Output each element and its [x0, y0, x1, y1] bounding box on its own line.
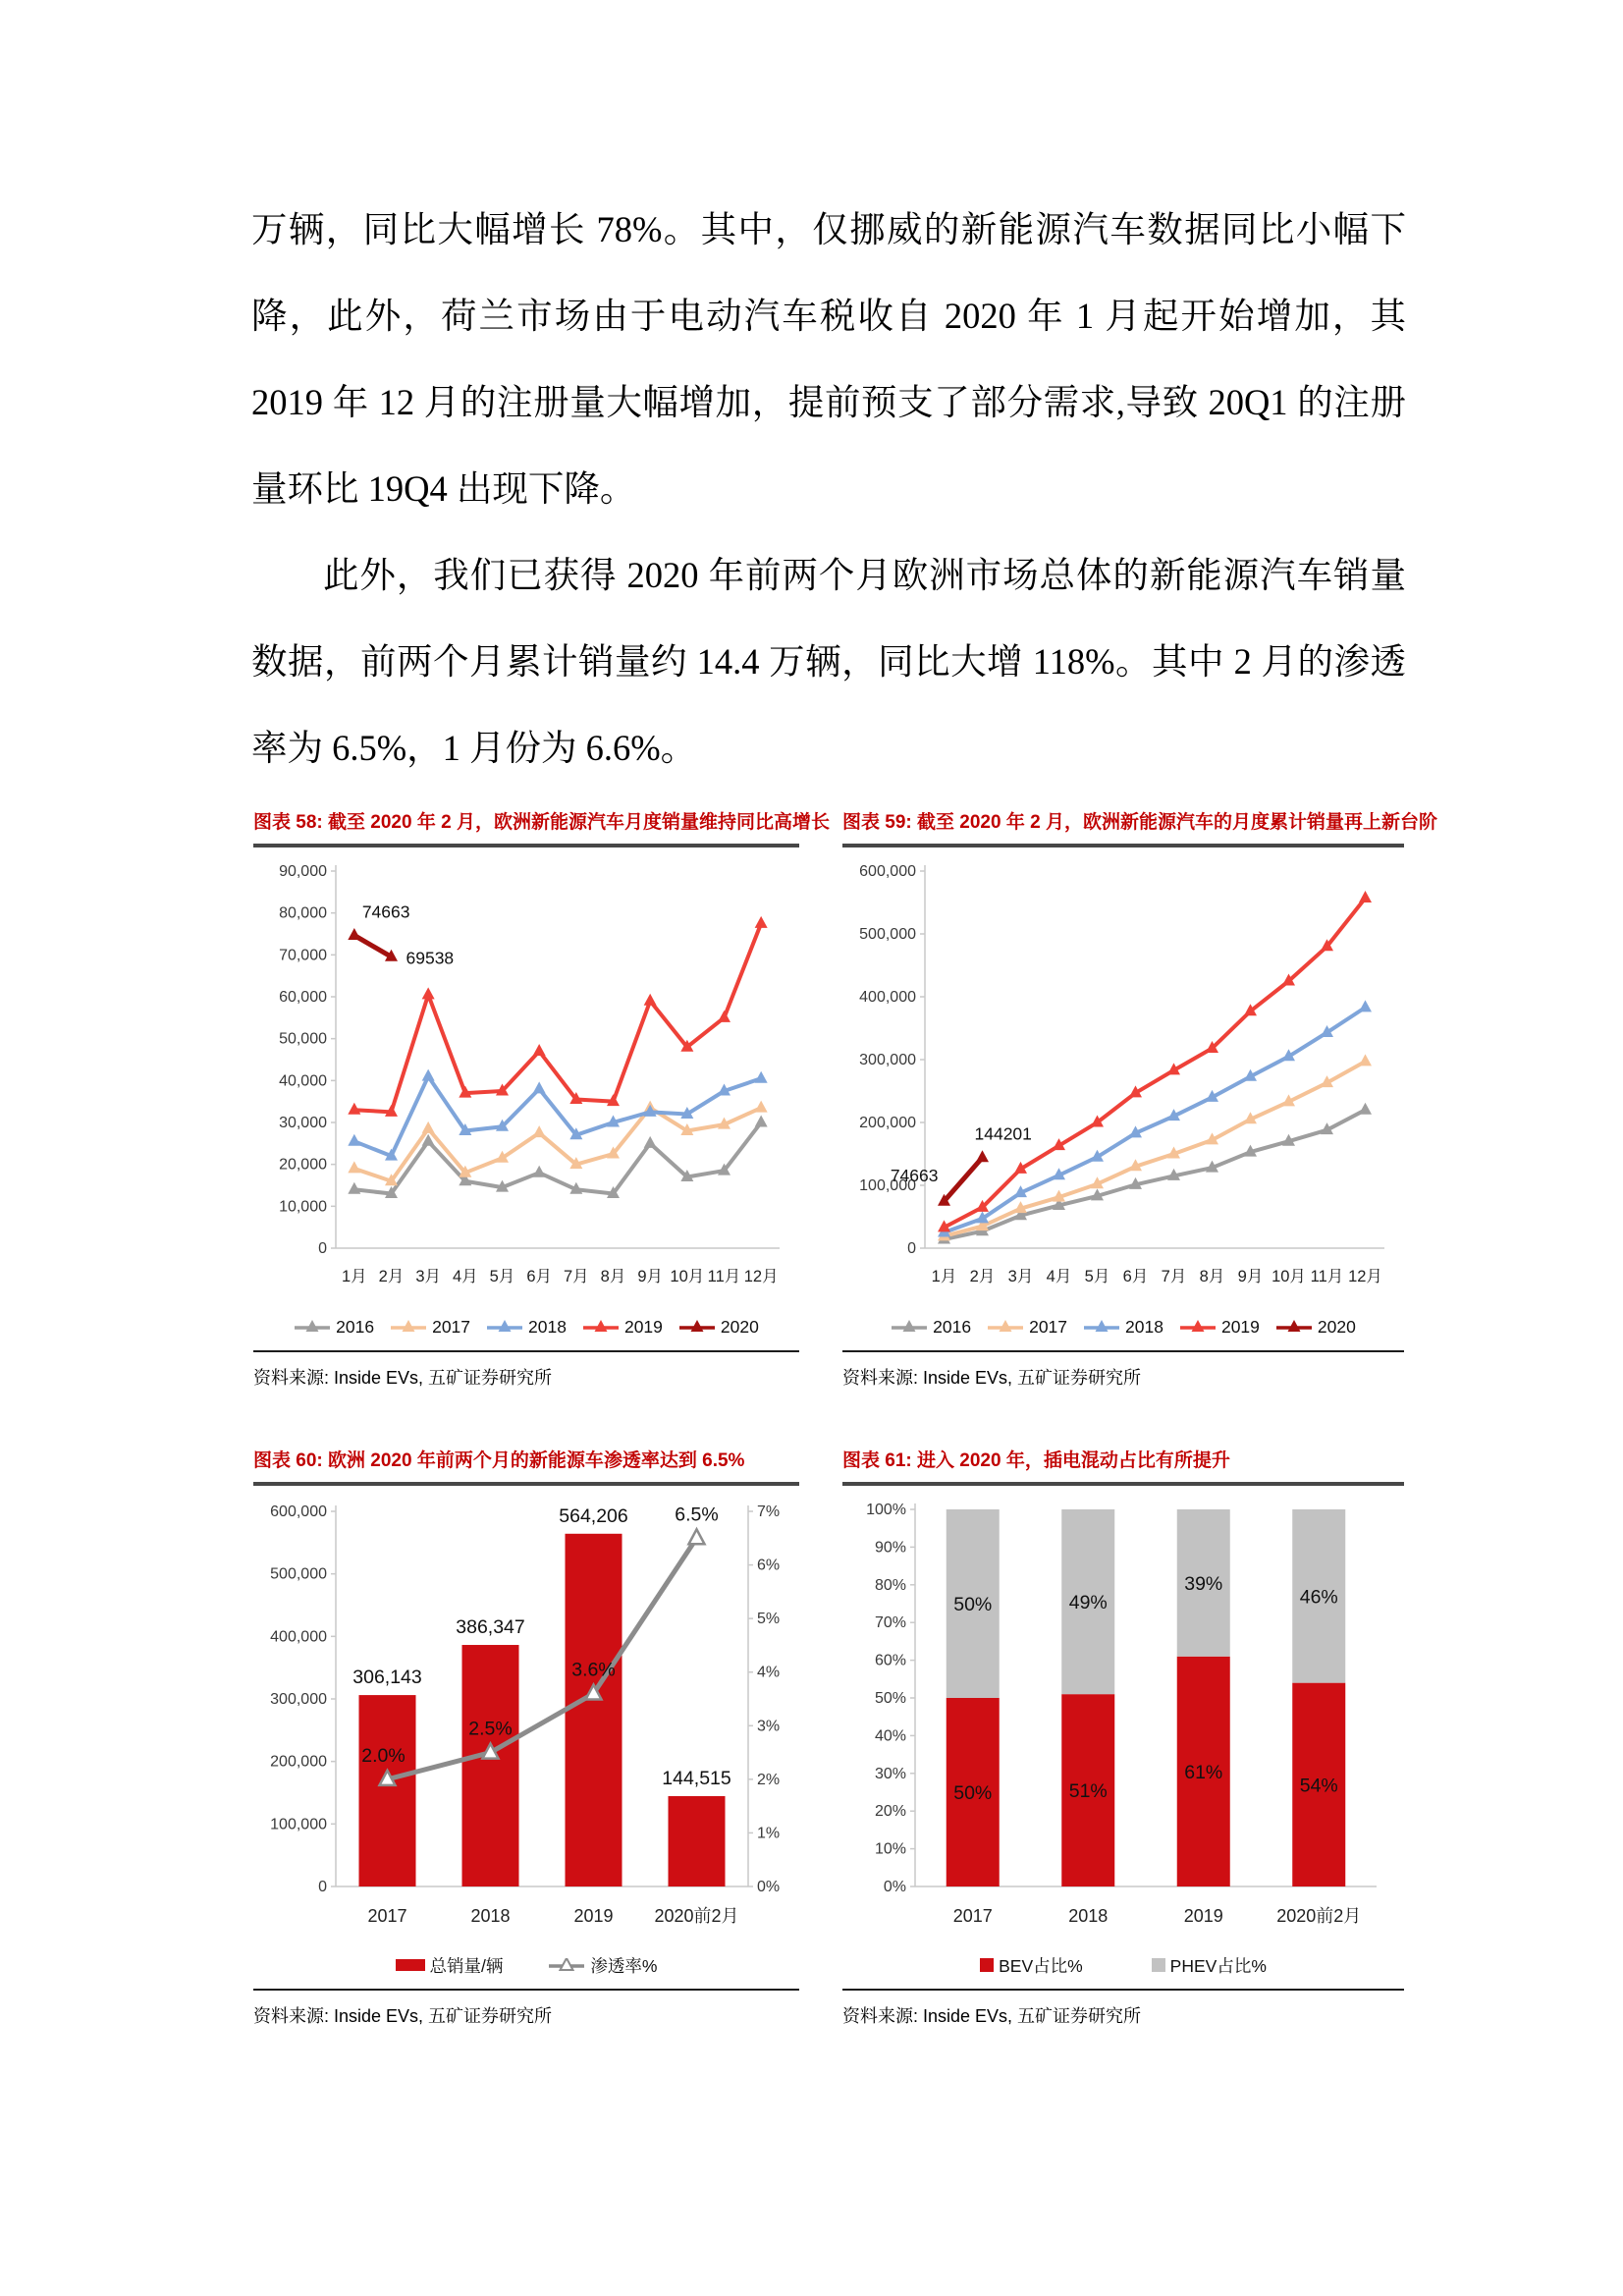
legend-marker-triangle: [594, 1320, 607, 1332]
legend-marker-triangle: [306, 1320, 319, 1332]
series-2017-marker: [348, 1161, 360, 1173]
legend-marker-icon: [1275, 1320, 1313, 1334]
stacked-bar-2019: [1177, 1509, 1230, 1886]
legend-marker-icon: [987, 1320, 1024, 1334]
legend-marker-triangle: [1191, 1320, 1204, 1332]
y-tick-label: 300,000: [859, 1052, 916, 1068]
y-axis-right: [748, 1503, 780, 1895]
series-2016-marker: [644, 1136, 657, 1148]
legend-marker-triangle: [403, 1320, 415, 1332]
legend-item-2018: [1083, 1317, 1163, 1338]
legend-marker-triangle: [561, 1958, 573, 1970]
y-tick-label: 600,000: [859, 863, 916, 880]
x-tick-label: 1月: [341, 1268, 367, 1285]
legend-label: 渗透率%: [590, 1955, 658, 1976]
series-2020-line: [945, 1158, 983, 1202]
x-tick-label: 2018: [470, 1906, 511, 1926]
y-tick-label: 7%: [757, 1503, 781, 1520]
x-tick-label: 2月: [378, 1268, 405, 1285]
x-tick-label: 2019: [573, 1906, 614, 1926]
chart-58-monthly-sales: [253, 851, 799, 1313]
data-label: 74663: [361, 902, 410, 922]
series-2019: [348, 916, 767, 1117]
x-tick-label: 3月: [1007, 1268, 1034, 1285]
legend-label: 2020: [720, 1316, 759, 1337]
legend-marker-icon: [1152, 1958, 1165, 1972]
x-axis-labels: [953, 1906, 1362, 1926]
legend-label: 2017: [1029, 1316, 1068, 1337]
series-2017-line: [945, 1062, 1366, 1236]
x-tick-label: 6月: [1122, 1268, 1149, 1285]
legend-item-2016: [294, 1317, 374, 1338]
x-tick-label: 7月: [1161, 1268, 1187, 1285]
y-axis: [859, 863, 925, 1257]
bar-2017: [359, 1695, 416, 1886]
y-tick-label: 90,000: [279, 863, 327, 880]
line-value-label: 3.6%: [571, 1659, 616, 1681]
y-tick-label: 60%: [874, 1652, 906, 1669]
data-label: 69538: [406, 948, 455, 968]
figure-60-title: 图表 60: 欧洲 2020 年前两个月的新能源车渗透率达到 6.5%: [253, 1450, 745, 1471]
series-2017-line: [354, 1108, 761, 1181]
phev-segment-label: 50%: [953, 1594, 993, 1615]
x-axis-labels: [342, 1267, 779, 1285]
legend-label: PHEV占比%: [1169, 1955, 1267, 1976]
y-tick-label: 50,000: [279, 1030, 327, 1048]
data-label: 74663: [890, 1166, 939, 1186]
legend-label: 2019: [1220, 1316, 1260, 1337]
y-tick-label: 200,000: [859, 1115, 916, 1131]
x-tick-label: 7月: [563, 1268, 589, 1285]
series-2019-marker: [533, 1044, 546, 1056]
series-2020: [348, 902, 454, 967]
y-tick-label: 0%: [757, 1879, 781, 1895]
series-2019-marker: [1359, 891, 1372, 902]
x-tick-label: 9月: [637, 1268, 664, 1285]
figure-60-bottom-rule: [253, 1989, 799, 1991]
chart-61-svg: [842, 1490, 1404, 1951]
y-tick-label: 100,000: [270, 1816, 327, 1833]
x-tick-label: 2017: [952, 1906, 993, 1926]
series-2018-marker: [533, 1081, 546, 1093]
x-tick-label: 11月: [1310, 1268, 1344, 1285]
bev-segment-label: 54%: [1299, 1775, 1338, 1797]
figure-58-title: 图表 58: 截至 2020 年 2 月，欧洲新能源汽车月度销量维持同比高增长: [253, 812, 830, 833]
y-tick-label: 90%: [874, 1539, 906, 1557]
legend-marker-icon: [548, 1958, 585, 1972]
figure-60: [253, 1449, 799, 2028]
legend-label: 2016: [336, 1316, 375, 1337]
figure-58-source: 资料来源: Inside EVs, 五矿证券研究所: [253, 1368, 553, 1388]
y-tick-label: 500,000: [859, 926, 916, 943]
figure-58-title-rule: [253, 844, 799, 847]
y-tick-label: 60,000: [279, 989, 327, 1006]
series-2016-marker: [348, 1182, 360, 1194]
y-tick-label: 5%: [757, 1611, 781, 1628]
legend-marker-triangle: [499, 1320, 512, 1332]
x-tick-label: 2018: [1068, 1906, 1109, 1926]
series-2016-line: [354, 1122, 761, 1194]
y-tick-label: 80,000: [279, 904, 327, 922]
y-tick-label: 30,000: [279, 1115, 327, 1131]
y-tick-label: 30%: [874, 1765, 906, 1782]
figure-61: [842, 1449, 1404, 2028]
y-tick-label: 400,000: [270, 1628, 327, 1646]
legend-item-2017: [987, 1317, 1067, 1338]
figure-60-title-rule: [253, 1482, 799, 1486]
legend-marker-triangle: [1287, 1320, 1300, 1332]
x-tick-label: 5月: [489, 1268, 515, 1285]
y-tick-label: 4%: [757, 1664, 781, 1681]
chart-59-svg: [842, 851, 1404, 1313]
x-tick-label: 11月: [707, 1268, 741, 1285]
figure-59-source: 资料来源: Inside EVs, 五矿证券研究所: [842, 1368, 1142, 1388]
figure-59-title: 图表 59: 截至 2020 年 2 月，欧洲新能源汽车的月度累计销量再上新台阶: [842, 812, 1437, 833]
chart-61-bev-phev-mix: [842, 1490, 1404, 1951]
y-tick-label: 0%: [883, 1879, 906, 1895]
y-tick-label: 10,000: [279, 1198, 327, 1216]
legend-label: 2017: [432, 1316, 471, 1337]
legend-label: 2016: [933, 1316, 972, 1337]
series-2018-line: [945, 1008, 1366, 1232]
legend-label: 2019: [623, 1316, 663, 1337]
chart-58-legend: [253, 1315, 799, 1339]
legend-item-渗透率%: [548, 1953, 657, 1978]
chart-60-svg: [253, 1490, 799, 1951]
chart-60-penetration: [253, 1490, 799, 1951]
y-tick-label: 1%: [757, 1825, 781, 1842]
paragraph-1: 万辆，同比大幅增长 78%。其中，仅挪威的新能源汽车数据同比小幅下降，此外，荷兰市场由于电动汽车税收自 2020 年 1 月起开始增加，其 2019 年 12 月的注册量大幅增加，提前预支了部分需求,导致 20Q1 的注册量环比 19Q4 出现下降。: [251, 209, 1406, 509]
bar-value-label: 564,206: [559, 1504, 628, 1527]
y-tick-label: 50%: [874, 1690, 906, 1707]
x-tick-label: 2020前2月: [654, 1906, 739, 1926]
figure-58: [253, 811, 830, 1390]
y-tick-label: 40%: [874, 1727, 906, 1745]
x-tick-label: 12月: [743, 1268, 779, 1285]
paragraph-2: 此外，我们已获得 2020 年前两个月欧洲市场总体的新能源汽车销量数据，前两个月累计销量约 14.4 万辆，同比大增 118%。其中 2 月的渗透率为 6.5%，1 月份为 6.6%。: [251, 555, 1406, 768]
legend-marker-icon: [1179, 1320, 1217, 1334]
x-axis-labels: [932, 1267, 1382, 1285]
chart-59-cumulative-sales: [842, 851, 1404, 1313]
phev-segment-label: 46%: [1299, 1586, 1338, 1609]
y-tick-label: 0: [318, 1240, 327, 1257]
series-2018-marker: [422, 1069, 435, 1081]
bar-2018: [462, 1645, 519, 1886]
legend-item-2020: [1275, 1317, 1356, 1338]
y-axis: [270, 1503, 336, 1895]
x-tick-label: 10月: [670, 1268, 705, 1285]
bar-value-label: 386,347: [456, 1616, 525, 1639]
x-tick-label: 6月: [526, 1268, 553, 1285]
y-tick-label: 0: [907, 1240, 916, 1257]
legend-marker-icon: [294, 1320, 331, 1334]
series-total-sales-bars: [352, 1505, 731, 1886]
stacked-bar-2020前2月: [1292, 1509, 1345, 1886]
legend-item-2016: [891, 1317, 971, 1338]
legend-label: 2018: [1125, 1316, 1163, 1337]
figure-row-top: [253, 811, 1437, 1390]
bev-segment-label: 61%: [1184, 1761, 1223, 1783]
legend-item-2020: [678, 1317, 759, 1338]
body-text: [251, 187, 1406, 792]
legend-label: 2018: [528, 1316, 567, 1337]
series-2019-line: [945, 899, 1366, 1228]
legend-item-总销量/辆: [396, 1953, 504, 1978]
series-2016-marker: [1359, 1103, 1372, 1115]
chart-59-legend: [842, 1315, 1404, 1339]
chart-61-legend: [842, 1953, 1404, 1977]
legend-label: 2020: [1317, 1316, 1356, 1337]
phev-segment-label: 39%: [1184, 1572, 1223, 1595]
figure-60-source: 资料来源: Inside EVs, 五矿证券研究所: [253, 2006, 553, 2026]
chart-60-legend: [253, 1953, 799, 1977]
x-tick-label: 1月: [931, 1268, 957, 1285]
series-2016-marker: [533, 1166, 546, 1177]
y-axis: [866, 1502, 915, 1895]
y-tick-label: 2%: [757, 1771, 781, 1788]
line-value-label: 2.5%: [468, 1718, 513, 1740]
legend-marker-square: [980, 1958, 994, 1972]
legend-marker-icon: [980, 1958, 994, 1972]
series-2018-marker: [348, 1134, 360, 1146]
x-tick-label: 2020前2月: [1276, 1906, 1362, 1926]
x-tick-label: 4月: [1046, 1268, 1072, 1285]
figure-59-title-rule: [842, 844, 1404, 847]
figure-61-title: 图表 61: 进入 2020 年，插电混动占比有所提升: [842, 1450, 1230, 1471]
legend-marker-icon: [486, 1320, 523, 1334]
y-tick-label: 100%: [866, 1502, 906, 1518]
line-value-label: 2.0%: [361, 1744, 406, 1767]
series-2020-marker: [348, 928, 360, 940]
x-tick-label: 5月: [1084, 1268, 1110, 1285]
legend-marker-icon: [396, 1958, 425, 1972]
bar-value-label: 306,143: [352, 1667, 422, 1689]
penetration-marker: [689, 1529, 705, 1544]
figure-59: [842, 811, 1437, 1390]
x-tick-label: 9月: [1237, 1268, 1264, 1285]
x-tick-label: 8月: [600, 1268, 626, 1285]
bev-segment-label: 51%: [1068, 1780, 1108, 1803]
legend-item-2018: [486, 1317, 567, 1338]
figure-row-bottom: [253, 1449, 1404, 2028]
phev-segment-label: 49%: [1068, 1592, 1108, 1614]
series-2019-marker: [644, 994, 657, 1006]
x-axis-labels: [367, 1906, 738, 1926]
penetration-line: [388, 1538, 697, 1779]
y-tick-label: 70,000: [279, 947, 327, 964]
legend-marker-triangle: [1096, 1320, 1109, 1332]
x-tick-label: 2019: [1183, 1906, 1223, 1926]
legend-item-PHEV占比%: [1152, 1953, 1267, 1978]
legend-marker-rect: [396, 1959, 425, 1971]
y-tick-label: 70%: [874, 1614, 906, 1632]
bar-value-label: 144,515: [662, 1767, 731, 1789]
figure-61-source: 资料来源: Inside EVs, 五矿证券研究所: [842, 2006, 1142, 2026]
series-2019-marker: [422, 987, 435, 999]
y-tick-label: 20,000: [279, 1156, 327, 1174]
y-tick-label: 400,000: [859, 989, 916, 1006]
y-tick-label: 0: [318, 1879, 327, 1895]
data-label: 144201: [974, 1123, 1032, 1144]
legend-item-BEV占比%: [980, 1953, 1083, 1978]
bev-segment-label: 50%: [953, 1782, 993, 1804]
series-2017-marker: [533, 1125, 546, 1137]
stacked-bar-2017: [947, 1509, 1000, 1886]
y-tick-label: 300,000: [270, 1691, 327, 1708]
legend-marker-triangle: [1000, 1320, 1012, 1332]
series-2017-marker: [422, 1121, 435, 1133]
series-2018: [938, 1000, 1372, 1236]
y-tick-label: 10%: [874, 1840, 906, 1858]
y-tick-label: 100,000: [859, 1177, 916, 1194]
y-tick-label: 200,000: [270, 1753, 327, 1771]
x-tick-label: 12月: [1348, 1268, 1382, 1285]
y-tick-label: 500,000: [270, 1565, 327, 1583]
legend-marker-icon: [1083, 1320, 1120, 1334]
legend-marker-triangle: [690, 1320, 703, 1332]
series-2018-marker: [1359, 1000, 1372, 1011]
series-2019-marker: [718, 1011, 730, 1022]
legend-marker-icon: [891, 1320, 928, 1334]
line-value-label: 6.5%: [675, 1503, 719, 1526]
x-tick-label: 4月: [452, 1268, 478, 1285]
series-2018-marker: [755, 1071, 768, 1083]
bar-2020前2月: [669, 1796, 726, 1886]
legend-label: BEV占比%: [999, 1955, 1083, 1976]
x-tick-label: 10月: [1271, 1268, 1306, 1285]
x-tick-label: 2月: [969, 1268, 996, 1285]
y-tick-label: 40,000: [279, 1072, 327, 1090]
series-2017-marker: [1359, 1054, 1372, 1066]
stacked-bar-2018: [1061, 1509, 1114, 1886]
series-2016-marker: [755, 1116, 768, 1127]
legend-marker-triangle: [903, 1320, 916, 1332]
legend-marker-icon: [390, 1320, 427, 1334]
x-tick-label: 3月: [415, 1268, 442, 1285]
legend-marker-icon: [582, 1320, 620, 1334]
legend-item-2019: [1179, 1317, 1260, 1338]
legend-label: 总销量/辆: [429, 1955, 504, 1976]
y-tick-label: 6%: [757, 1557, 781, 1574]
legend-item-2017: [390, 1317, 470, 1338]
y-tick-label: 80%: [874, 1576, 906, 1594]
series-2019-marker: [755, 916, 768, 928]
x-tick-label: 8月: [1199, 1268, 1225, 1285]
series-2020-marker: [976, 1150, 989, 1162]
figure-58-bottom-rule: [253, 1350, 799, 1352]
y-tick-label: 3%: [757, 1718, 781, 1735]
figure-61-bottom-rule: [842, 1989, 1404, 1991]
y-axis: [279, 863, 336, 1257]
bar-2019: [566, 1534, 622, 1886]
legend-marker-square: [1152, 1958, 1165, 1972]
figure-59-bottom-rule: [842, 1350, 1404, 1352]
legend-item-2019: [582, 1317, 663, 1338]
y-tick-label: 600,000: [270, 1503, 327, 1520]
x-tick-label: 2017: [367, 1906, 407, 1926]
figure-61-title-rule: [842, 1482, 1404, 1486]
series-2017-marker: [755, 1101, 768, 1113]
y-tick-label: 20%: [874, 1803, 906, 1821]
chart-58-svg: [253, 851, 799, 1313]
legend-marker-icon: [678, 1320, 716, 1334]
